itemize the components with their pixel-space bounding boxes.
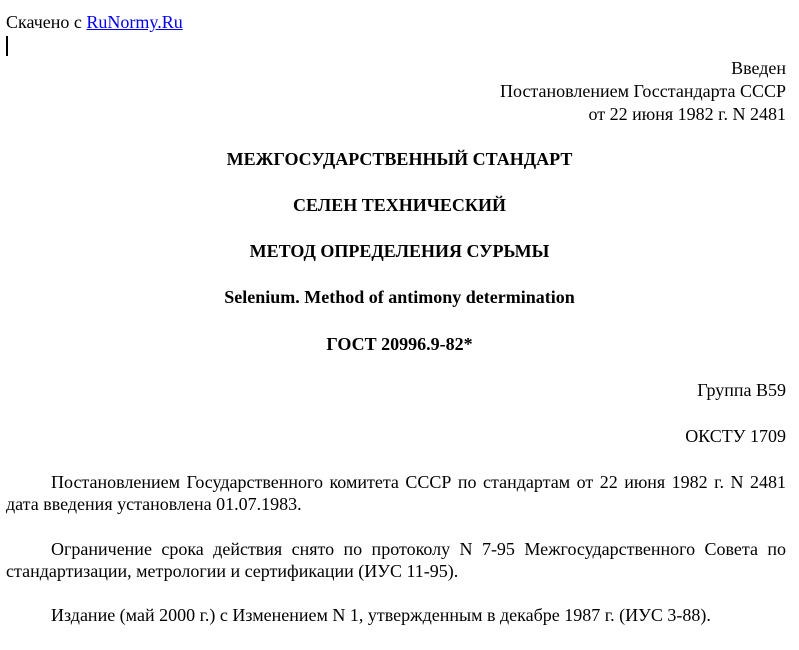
paragraph-edition (6, 604, 786, 626)
runormy-link[interactable]: RuNormy.Ru (86, 12, 183, 32)
standard-code: ГОСТ 20996.9-82* (326, 334, 473, 354)
paragraph-text: Постановлением Государственного комитета СССР по стандартам от 22 июня 1982 г. N 2481 дата введения установлена 01.07.1983. (6, 472, 786, 514)
oksty-code: ОКСТУ 1709 (685, 426, 786, 446)
intro-introduced: Введен (731, 58, 786, 78)
paragraph-text: Ограничение срока действия снято по протоколу N 7-95 Межгосударственного Совета по стандартизации, метрологии и сертификации (ИУС 11-95). (6, 539, 786, 581)
group-code: Группа В59 (697, 380, 786, 400)
paragraph-term-limit (6, 538, 786, 582)
intro-date: от 22 июня 1982 г. N 2481 (588, 104, 786, 124)
paragraph-introduction-date (6, 471, 786, 515)
paragraph-text: Издание (май 2000 г.) с Изменением N 1, утвержденным в декабре 1987 г. (ИУС 3-88). (51, 605, 711, 625)
intro-decree: Постановлением Госстандарта СССР (500, 81, 786, 101)
text-cursor (6, 36, 8, 56)
download-source-line (6, 11, 183, 33)
title-english: Selenium. Method of antimony determination (224, 287, 575, 307)
title-subject: СЕЛЕН ТЕХНИЧЕСКИЙ (293, 195, 506, 215)
title-main: МЕЖГОСУДАРСТВЕННЫЙ СТАНДАРТ (226, 149, 573, 169)
download-prefix: Скачено с (6, 12, 87, 32)
title-method: МЕТОД ОПРЕДЕЛЕНИЯ СУРЬМЫ (249, 241, 550, 261)
